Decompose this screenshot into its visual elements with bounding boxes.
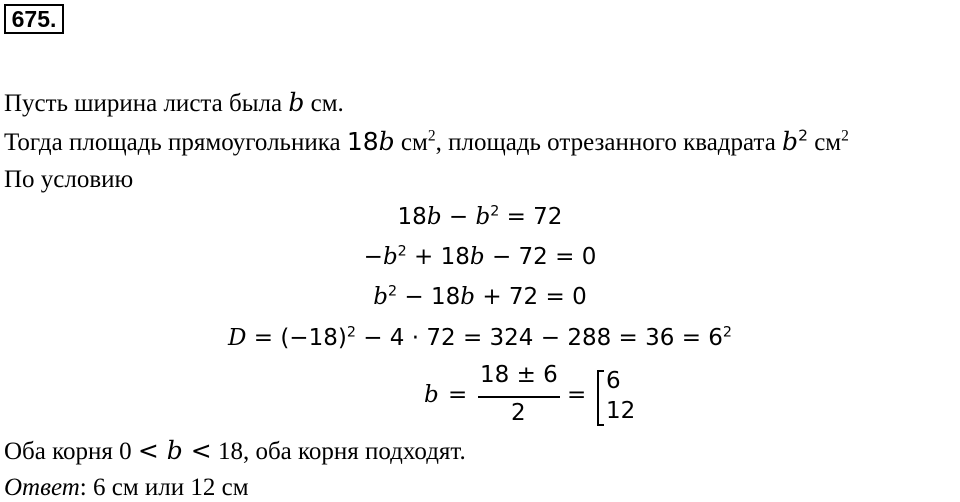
eq3-b: 2 [388, 283, 398, 300]
eq2-b: b [382, 244, 398, 270]
eq2-f: − 72 = 0 [484, 244, 597, 270]
frac-equals-2: = [567, 382, 587, 408]
eq1-d: b [475, 204, 491, 230]
eq2-d: + 18 [406, 244, 470, 270]
equation-4 [0, 325, 960, 351]
eq4-a: D [227, 325, 247, 351]
eq1-c: − [441, 204, 476, 230]
problem-number: 675. [4, 4, 64, 34]
answer-text: : 6 см или 12 см [79, 474, 249, 501]
eq1-a: 18 [397, 204, 427, 230]
eq2-a: − [363, 244, 383, 270]
frac-equals: = [448, 382, 468, 408]
root-1: 6 [606, 368, 621, 394]
eq3-c: − 18 [397, 284, 461, 310]
intro-line-1-prefix: Пусть ширина листа была [4, 90, 289, 117]
answer-label: Ответ [4, 474, 80, 501]
unit-exp: 2 [841, 127, 849, 145]
eq4-d: − 4 · 72 = 324 − 288 = 36 = 6 [355, 325, 723, 351]
var-b: b [782, 127, 799, 156]
intro-line-2 [4, 127, 849, 157]
eq3-a: b [373, 284, 389, 310]
frac-denominator: 2 [511, 400, 526, 426]
unit-exp: 2 [427, 127, 436, 145]
intro-line-3: По условию [4, 166, 134, 193]
area-coef: 18 [346, 127, 379, 156]
conclusion-prefix: Оба корня 0 [4, 438, 138, 465]
unit-cm: см [394, 129, 428, 156]
bracket [597, 370, 604, 426]
fraction-bar [478, 396, 560, 398]
eq4-b: = (−18) [246, 325, 347, 351]
less-than: < [190, 436, 212, 465]
conclusion-suffix: 18, оба корня подходят. [211, 438, 466, 465]
eq2-c: 2 [397, 243, 407, 260]
unit-cm: см [807, 129, 842, 156]
equation-1 [0, 204, 960, 230]
intro-line-2-prefix: Тогда площадь прямоугольника [4, 129, 347, 156]
eq1-b: b [426, 204, 442, 230]
eq2-e: b [469, 244, 485, 270]
eq1-e: 2 [490, 203, 500, 220]
conclusion [4, 436, 466, 466]
var-b: b [158, 436, 191, 465]
eq3-e: + 72 = 0 [475, 284, 587, 310]
eq1-f: = 72 [499, 204, 563, 230]
eq3-d: b [460, 284, 476, 310]
eq4-c: 2 [346, 324, 356, 341]
root-2: 12 [606, 398, 636, 424]
equation-3 [0, 284, 960, 310]
eq4-e: 2 [722, 324, 732, 341]
intro-line-1-suffix: см. [304, 90, 344, 117]
answer-line [4, 474, 249, 502]
var-exp: 2 [798, 126, 808, 145]
equation-2 [0, 244, 960, 270]
less-than: < [137, 436, 159, 465]
intro-line-2-mid: , площадь отрезанного квадрата [435, 129, 783, 156]
intro-line-1 [4, 88, 344, 118]
var-b: b [288, 88, 305, 117]
var-b: b [378, 127, 395, 156]
frac-numerator: 18 ± 6 [480, 362, 558, 388]
frac-var: b [424, 382, 439, 408]
